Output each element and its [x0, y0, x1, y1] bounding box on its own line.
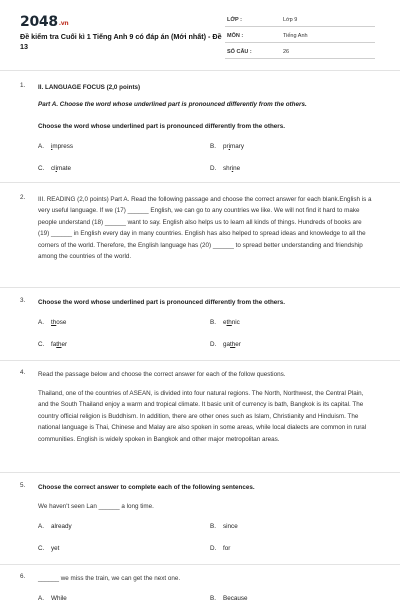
option-d[interactable]: D. gather — [210, 341, 241, 348]
option-d[interactable]: D. for — [210, 545, 231, 552]
reading-passage: Thailand, one of the countries of ASEAN, is divided into four natural regions. The North, Northwest, the Central Plain, and the South Thailand enjoy a warm and tropical climate. It basic unit of currency is bath, Bangkok is its capital. The country official religion is Buddhism. In addition, there are other ones such as Islam, Christianity and Hinduism. The national language is Thai, Chinese and Malay are also spoken in some areas, while local dialects are common in rural communities. English is widely spoken in Bangkok and other major metropolitan areas. — [38, 390, 367, 443]
meta-subject-value: Tiếng Anh — [283, 33, 308, 39]
question-instruction: Choose the word whose underlined part is pronounced differently from the others. — [38, 123, 285, 130]
option-a[interactable]: A. impress — [38, 143, 74, 150]
option-b[interactable]: B. Because — [210, 595, 248, 600]
question-number: 4. — [20, 369, 26, 376]
question-divider — [0, 472, 400, 473]
option-b[interactable]: B. ethnic — [210, 319, 240, 326]
site-logo[interactable] — [20, 14, 68, 30]
meta-subject-label: MÔN : — [227, 33, 244, 39]
question-intro: Read the passage below and choose the correct answer for each of the follow questions. — [38, 371, 286, 378]
option-c[interactable]: C. yet — [38, 545, 60, 552]
question-title: Choose the correct answer to complete each of the following sentences. — [38, 484, 255, 491]
document-meta — [225, 14, 375, 62]
question-divider — [0, 360, 400, 361]
question-part: Part A. Choose the word whose underlined part is pronounced differently from the others. — [38, 101, 307, 108]
meta-count-label: SỐ CÂU : — [227, 49, 252, 55]
question-number: 5. — [20, 482, 26, 489]
question-number: 2. — [20, 194, 26, 201]
question-title: Choose the word whose underlined part is pronounced differently from the others. — [38, 299, 285, 306]
meta-class-label: LỚP : — [227, 17, 242, 23]
document-title: Đề kiểm tra Cuối kì 1 Tiếng Anh 9 có đáp án (Mới nhất) - Đề 13 — [20, 32, 222, 51]
logo-tld: .vn — [58, 20, 69, 27]
question-divider — [0, 287, 400, 288]
reading-passage: III. READING (2,0 points) Part A. Read the following passage and choose the correct answer for each blank.English is a very useful language. If we (17) ______ English, we can go to any countries we like. We will not find it hard to make people understand (18) ______ want to say. English also helps us to learn all kinds of things. Hundreds of books are (19) ______ in English every day in many countries. English has also helped to spread ideas and knowledge to all the corners of the world. Therefore, the English language has (20) ______ to spread better understanding and friendship among the countries of the world. — [38, 196, 372, 261]
question-title: II. LANGUAGE FOCUS (2,0 points) — [38, 84, 141, 91]
question-divider — [0, 564, 400, 565]
logo-text: 2048 — [20, 14, 58, 30]
meta-count-value: 26 — [283, 49, 290, 55]
option-a[interactable]: A. those — [38, 319, 67, 326]
question-sentence: ______ we miss the train, we can get the next one. — [38, 575, 181, 582]
option-a[interactable]: A. already — [38, 523, 72, 530]
question-number: 1. — [20, 82, 26, 89]
option-b[interactable]: B. primary — [210, 143, 245, 150]
meta-class-value: Lớp 9 — [283, 17, 298, 23]
page-header — [0, 0, 400, 62]
option-c[interactable]: C. climate — [38, 165, 71, 172]
option-c[interactable]: C. father — [38, 341, 68, 348]
question-divider — [0, 182, 400, 183]
meta-class-row — [225, 14, 375, 27]
meta-subject-row — [225, 30, 375, 43]
option-d[interactable]: D. shrine — [210, 165, 241, 172]
question-number: 3. — [20, 297, 26, 304]
option-b[interactable]: B. since — [210, 523, 238, 530]
meta-count-row — [225, 46, 375, 59]
option-a[interactable]: A. While — [38, 595, 67, 600]
header-divider — [0, 70, 400, 71]
question-number: 6. — [20, 573, 26, 580]
question-sentence: We haven't seen Lan ______ a long time. — [38, 503, 154, 510]
